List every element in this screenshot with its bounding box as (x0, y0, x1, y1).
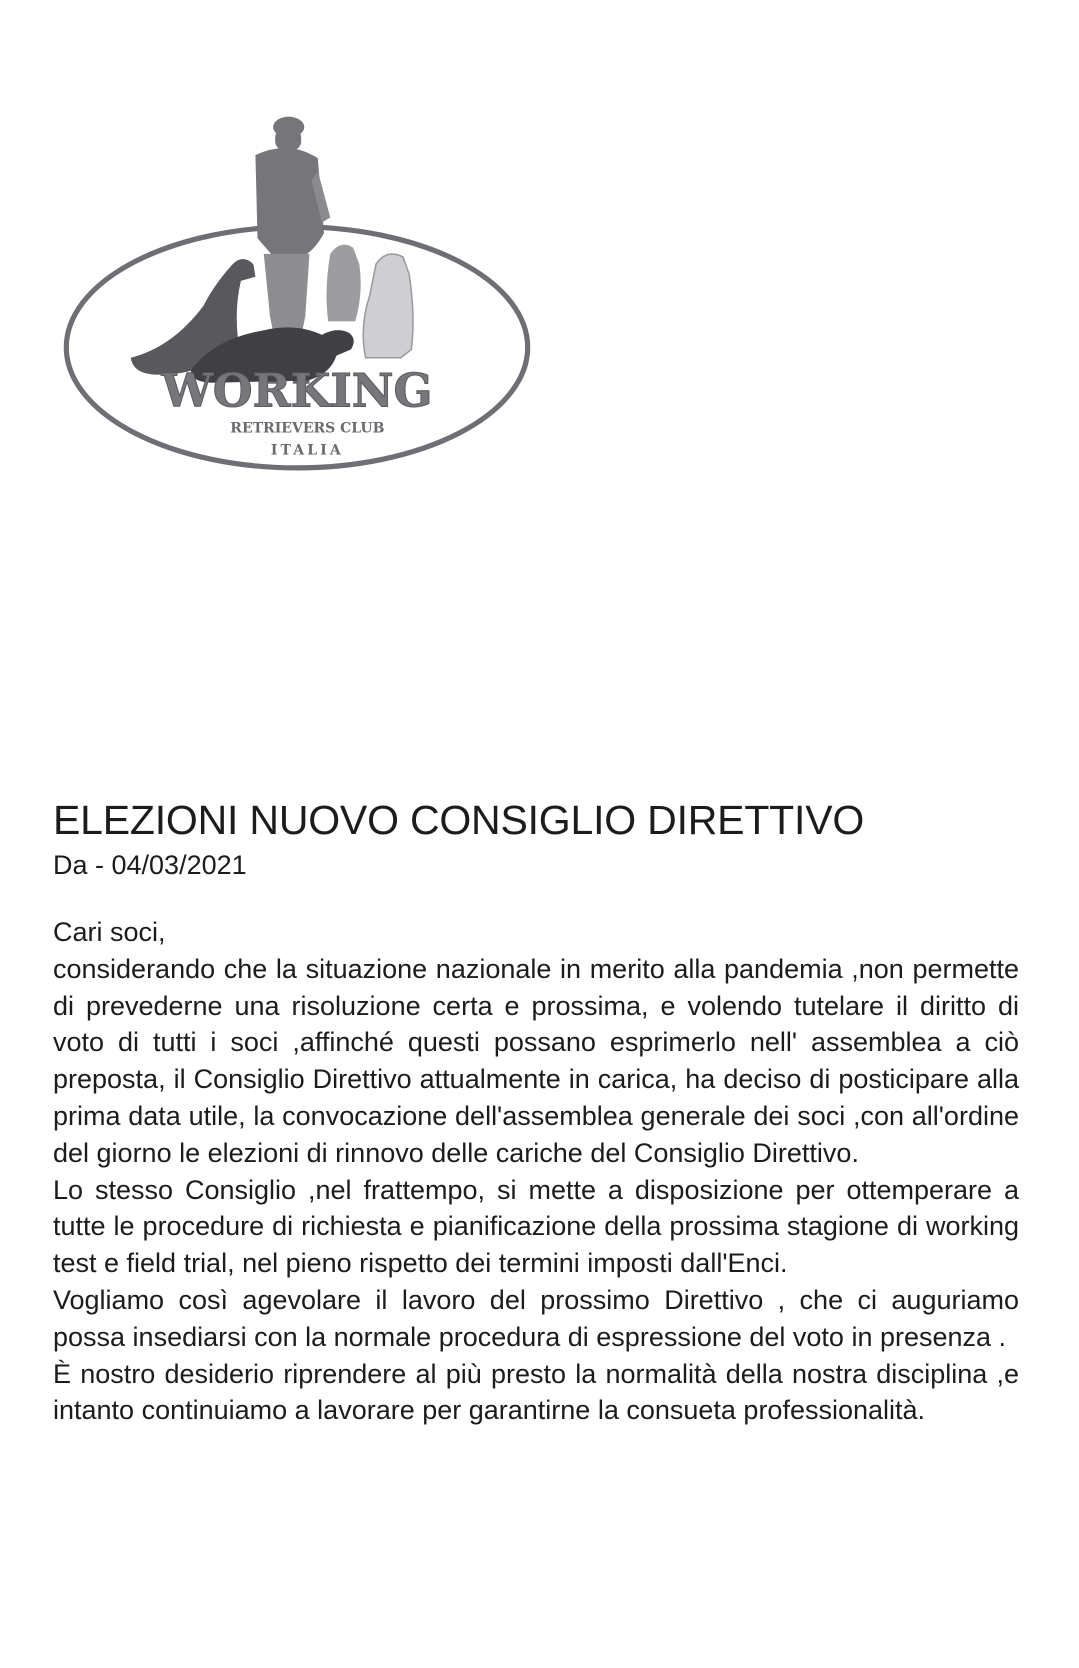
club-logo-graphic (58, 108, 536, 488)
article-body (53, 914, 1019, 1429)
article-title: ELEZIONI NUOVO CONSIGLIO DIRETTIVO (53, 797, 865, 843)
logo-subtitle: RETRIEVERS CLUB (230, 420, 385, 437)
logo-wordmark: WORKING (161, 363, 433, 418)
news-article (53, 796, 1019, 1429)
article-paragraph: Lo stesso Consiglio ,nel frattempo, si mette a disposizione per ottemperare a tutte le procedure di richiesta e pianificazione della prossima stagione di working test e field trial, nel pieno rispetto dei termini imposti dall'Enci. (53, 1174, 1019, 1279)
article-greeting: Cari soci, (53, 917, 166, 947)
article-paragraph: È nostro desiderio riprendere al più presto la normalità della nostra disciplina ,e intanto continuiamo a lavorare per garantirne la consueta professionalità. (53, 1358, 1019, 1426)
article-date: Da - 04/03/2021 (53, 850, 247, 880)
article-paragraph: Vogliamo così agevolare il lavoro del prossimo Direttivo , che ci auguriamo possa insediarsi con la normale procedura di espressione del voto in presenza . (53, 1284, 1019, 1352)
logo-country: ITALIA (270, 442, 344, 459)
article-paragraph: considerando che la situazione nazionale in merito alla pandemia ,non permette di prevederne una risoluzione certa e prossima, e volendo tutelare il diritto di voto di tutti i soci ,affinché questi possano esprimerlo nell' assemblea a ciò preposta, il Consiglio Direttivo attualmente in carica, ha deciso di posticipare alla prima data utile, la convocazione dell'assemblea generale dei soci ,con all'ordine del giorno le elezioni di rinnovo delle cariche del Consiglio Direttivo. (53, 953, 1019, 1168)
club-logo (58, 108, 536, 488)
